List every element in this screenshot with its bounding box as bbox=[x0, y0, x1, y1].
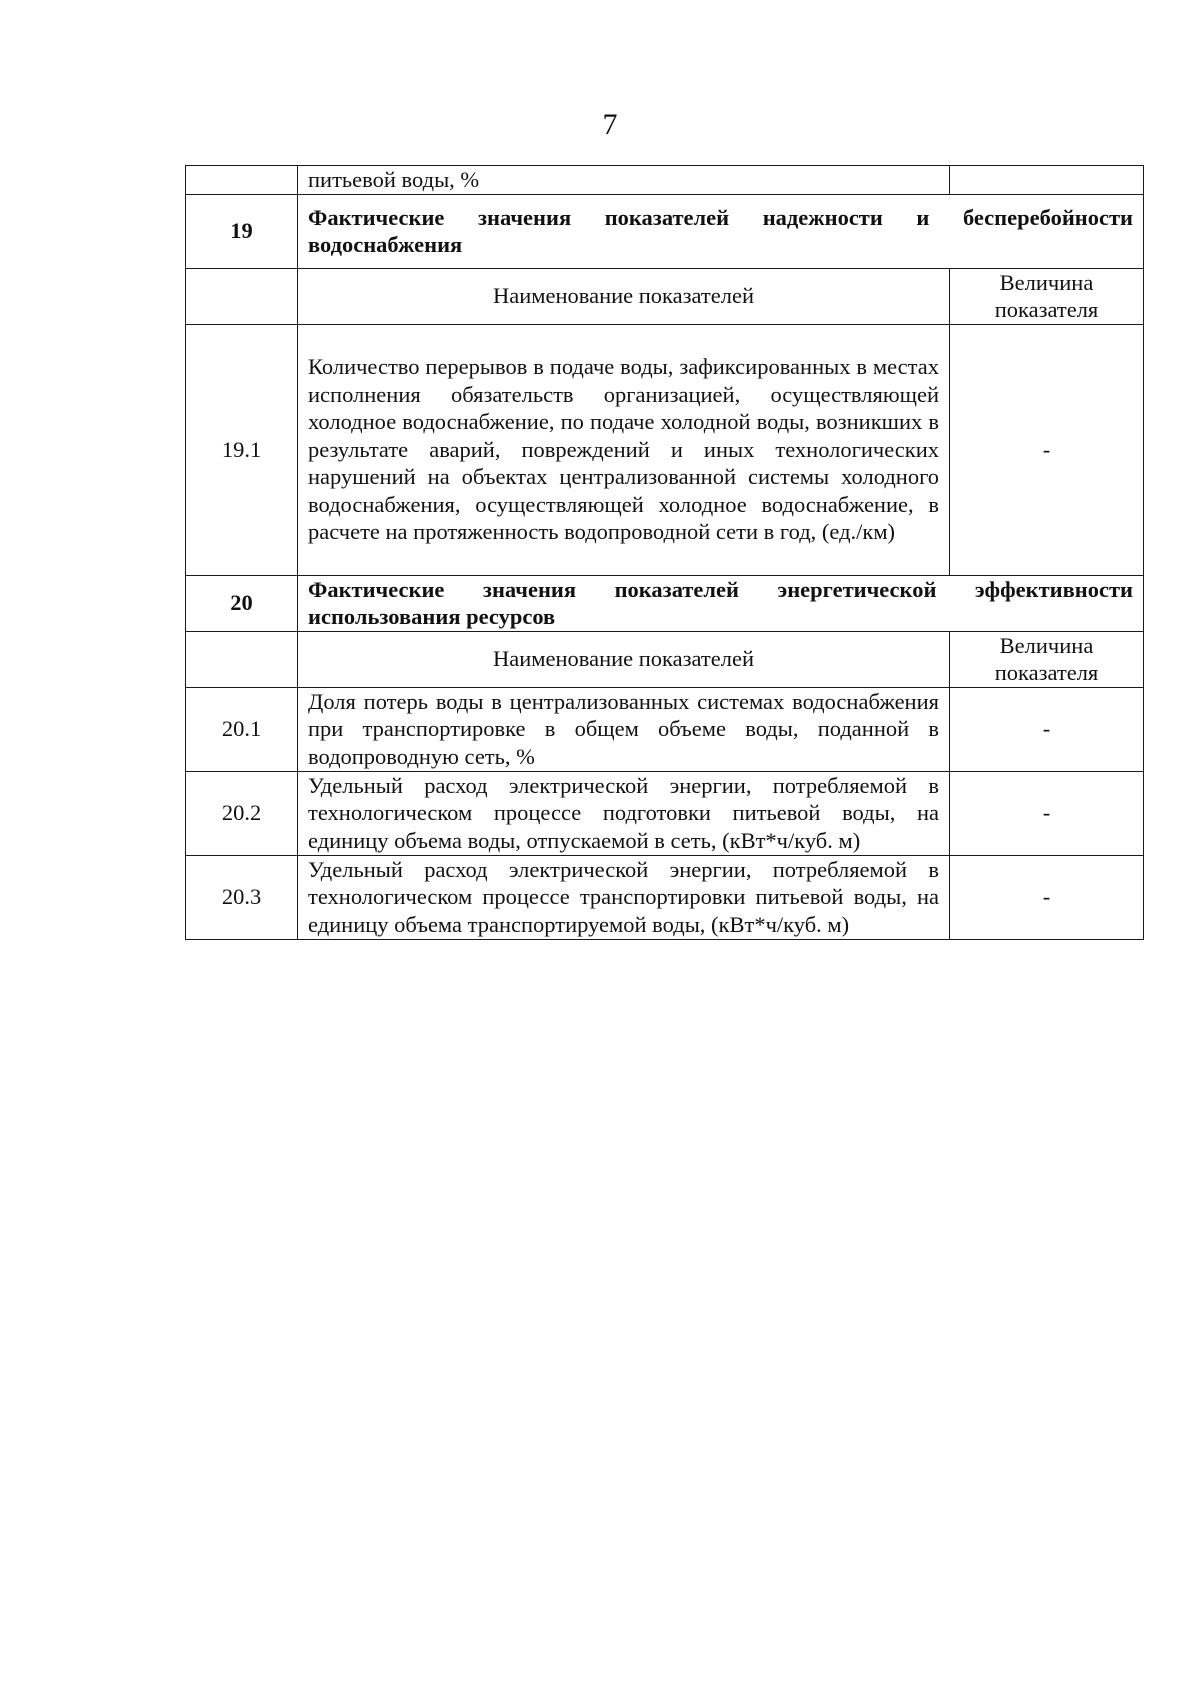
row-value bbox=[950, 166, 1144, 195]
continued-row bbox=[186, 166, 1144, 195]
indicators-table bbox=[185, 165, 1144, 940]
row-text: Удельный расход электрической энергии, потребляемой в технологическом процессе подготовки питьевой воды, на единицу объема воды, отпускаемой в сеть, (кВт*ч/куб. м) bbox=[298, 771, 950, 855]
section-title: Фактические значения показателей энергетической эффективности использования ресурсов bbox=[298, 575, 1144, 631]
row-number: 19.1 bbox=[186, 324, 298, 575]
row-number: 20.2 bbox=[186, 771, 298, 855]
row-value: - bbox=[950, 687, 1144, 771]
row-value: - bbox=[950, 324, 1144, 575]
row-value: - bbox=[950, 855, 1144, 939]
table-row bbox=[186, 324, 1144, 575]
section-number: 19 bbox=[186, 194, 298, 268]
section-20-row bbox=[186, 575, 1144, 631]
header-number bbox=[186, 631, 298, 687]
section-20-header bbox=[186, 631, 1144, 687]
row-number bbox=[186, 166, 298, 195]
page-number: 7 bbox=[602, 108, 618, 141]
table-row bbox=[186, 855, 1144, 939]
header-number bbox=[186, 268, 298, 324]
table-row bbox=[186, 771, 1144, 855]
row-number: 20.3 bbox=[186, 855, 298, 939]
row-text: питьевой воды, % bbox=[298, 166, 950, 195]
header-name: Наименование показателей bbox=[298, 268, 950, 324]
row-text: Удельный расход электрической энергии, потребляемой в технологическом процессе транспортировки питьевой воды, на единицу объема транспортируемой воды, (кВт*ч/куб. м) bbox=[298, 855, 950, 939]
row-text: Количество перерывов в подаче воды, зафиксированных в местах исполнения обязательств организацией, осуществляющей холодное водоснабжение, по подаче холодной воды, возникших в результате аварий, повреждений и иных технологических нарушений на объектах централизованной системы холодного водоснабжения, осуществляющей холодное водоснабжение, в расчете на протяженность водопроводной сети в год, (ед./км) bbox=[298, 324, 950, 575]
section-19-row bbox=[186, 194, 1144, 268]
header-value: Величина показателя bbox=[950, 631, 1144, 687]
header-value: Величина показателя bbox=[950, 268, 1144, 324]
header-name: Наименование показателей bbox=[298, 631, 950, 687]
row-number: 20.1 bbox=[186, 687, 298, 771]
section-19-header bbox=[186, 268, 1144, 324]
section-title: Фактические значения показателей надежности и бесперебойности водоснабжения bbox=[298, 194, 1144, 268]
row-value: - bbox=[950, 771, 1144, 855]
section-number: 20 bbox=[186, 575, 298, 631]
row-text: Доля потерь воды в централизованных системах водоснабжения при транспортировке в общем объеме воды, поданной в водопроводную сеть, % bbox=[298, 687, 950, 771]
table-row bbox=[186, 687, 1144, 771]
